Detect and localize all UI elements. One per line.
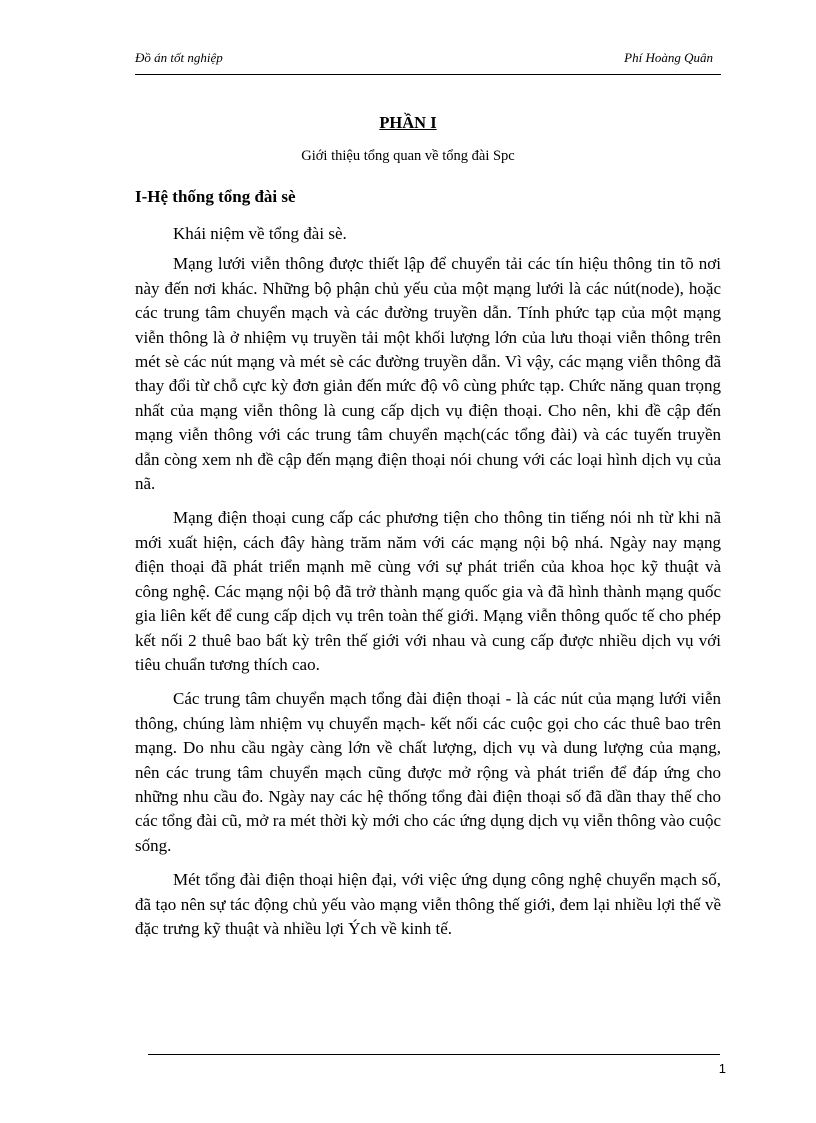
body-text xyxy=(135,222,721,951)
paragraph: Khái niệm về tổng đài sè. xyxy=(173,224,347,243)
header-author: Phí Hoàng Quân xyxy=(624,50,713,65)
paragraph: Mạng điện thoại cung cấp các phương tiện cho thông tin tiếng nói nh từ khi nã mới xuất hiện, cách đây hàng trăm năm với các mạng nội bộ nhá. Ngày nay mạng điện thoại đã phát triển mạnh mẽ cùng với sự phát triển của khoa học kỹ thuật và công nghệ. Các mạng nội bộ đã trở thành mạng quốc gia và đã hình thành mạng quốc gia liên kết để cung cấp dịch vụ trên toàn thế giới. Mạng viễn thông quốc tế cho phép kết nối 2 thuê bao bất kỳ trên thế giới với nhau và cung cấp được nhiều dịch vụ với tiêu chuẩn tương thích cao. xyxy=(135,508,721,674)
chapter-subtitle: Giới thiệu tổng quan về tổng đài Spc xyxy=(301,148,515,164)
header-document-title: Đồ án tốt nghiệp xyxy=(135,50,223,65)
header-rule xyxy=(135,74,721,75)
part-title xyxy=(0,113,816,133)
paragraph: Các trung tâm chuyển mạch tổng đài điện thoại - là các nút của mạng lưới viễn thông, chúng làm nhiệm vụ chuyển mạch- kết nối các cuộc gọi cho các thuê bao trên mạng. Do nhu cầu ngày càng lớn về chất lượng, dịch vụ và dung lượng của mạng, nên các trung tâm chuyển mạch cũng được mở rộng và phát triển để đáp ứng cho những nhu cầu đo. Ngày nay các hệ thống tổng đài điện thoại số đã dần thay thế cho các tổng đài cũ, mở ra mét thời kỳ mới cho các ứng dụng dịch vụ viễn thông vào cuộc sống. xyxy=(135,689,721,855)
paragraph: Mạng lưới viễn thông được thiết lập để chuyển tải các tín hiệu thông tin tõ nơi này đến nơi khác. Những bộ phận chủ yếu của một mạng lưới là các nút(node), hoặc các trung tâm chuyển mạch và các đường truyền dẫn. Tính phức tạp của một mạng viễn thông là ở nhiệm vụ truyền tải một khối lượng lớn của lưu thoại viễn thông trên mét sè các nút mạng và mét sè các đường truyền dẫn. Vì vậy, các mạng viễn thông đã thay đổi từ chỗ cực kỳ đơn giản đến mức độ vô cùng phức tạp. Chức năng quan trọng nhất của mạng viễn thông là cung cấp dịch vụ điện thoại. Cho nên, khi đề cập đến mạng viễn thông với các trung tâm chuyển mạch(các tổng đài) và các tuyến truyền dẫn còng xem nh đề cập đến mạng điện thoại nói chung với các loại hình dịch vụ của nã. xyxy=(135,254,721,494)
part-title-text: PHẦN I xyxy=(379,113,437,132)
section-heading: I-Hệ thống tổng đài sè xyxy=(135,187,296,206)
page-header xyxy=(135,50,721,68)
footer-rule xyxy=(148,1054,720,1055)
page-number: 1 xyxy=(718,1061,726,1076)
paragraph: Mét tổng đài điện thoại hiện đại, với việc ứng dụng công nghệ chuyển mạch số, đã tạo nên sự tác động chủ yếu vào mạng viễn thông thế giới, đem lại nhiều lợi thế về đặc trưng kỹ thuật và nhiều lợi Ých về kinh tế. xyxy=(135,870,721,938)
